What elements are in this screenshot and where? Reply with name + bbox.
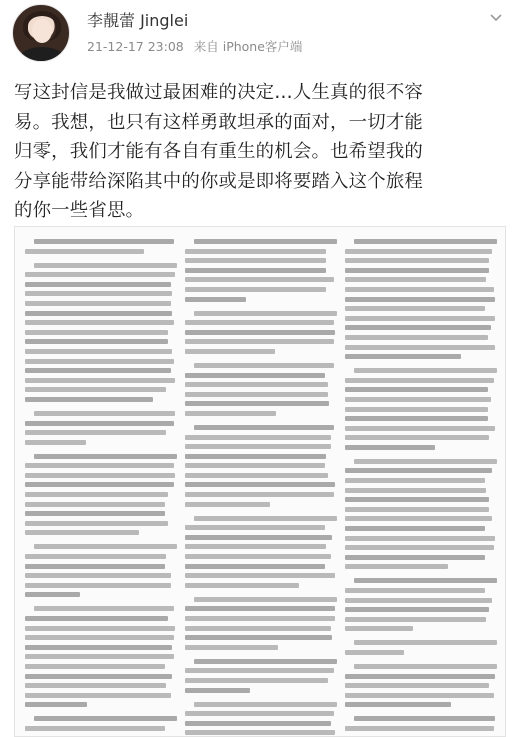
letter-text-line [25, 645, 172, 650]
letter-text-line [185, 544, 326, 549]
letter-text-line [185, 573, 335, 578]
letter-text-line [185, 688, 250, 693]
letter-text-line [345, 626, 413, 631]
letter-text-line [25, 430, 166, 435]
letter-text-line [345, 488, 486, 493]
letter-text-line [25, 473, 175, 478]
chevron-down-icon[interactable] [488, 10, 504, 26]
post-source[interactable]: 来自 iPhone客户端 [193, 39, 303, 54]
letter-text-line [25, 664, 165, 669]
letter-paragraph [25, 454, 177, 536]
letter-text-line [25, 359, 174, 364]
post-text-line: 归零，我们才能有各自有重生的机会。也希望我的 [14, 141, 423, 162]
letter-text-line [345, 607, 489, 612]
letter-paragraph [185, 311, 337, 354]
letter-text-line [185, 502, 270, 507]
letter-text-line [185, 277, 334, 282]
letter-text-line [185, 411, 276, 416]
letter-text-line [185, 382, 328, 387]
letter-text-line [345, 545, 494, 550]
letter-text-line [25, 421, 174, 426]
letter-text-line [25, 301, 171, 306]
letter-text-line [25, 583, 171, 588]
letter-text-line [25, 616, 168, 621]
letter-image[interactable] [14, 226, 506, 737]
letter-text-line [34, 716, 177, 721]
letter-text-line [185, 583, 299, 588]
letter-text-line [25, 330, 168, 335]
letter-text-line [345, 617, 486, 622]
letter-text-line [25, 339, 168, 344]
letter-paragraph [185, 239, 337, 302]
letter-text-line [345, 249, 492, 254]
letter-text-line [185, 482, 335, 487]
letter-paragraph [345, 664, 497, 707]
letter-text-line [345, 407, 488, 412]
letter-text-line [194, 311, 337, 316]
letter-paragraph [25, 411, 177, 445]
letter-text-line [345, 258, 489, 263]
letter-text-line [34, 544, 177, 549]
letter-text-line [345, 397, 491, 402]
letter-text-line [345, 726, 494, 731]
letter-text-line [185, 616, 335, 621]
letter-text-line [345, 516, 492, 521]
letter-text-line [345, 555, 485, 560]
letter-text-line [25, 530, 139, 535]
letter-text-line [345, 387, 488, 392]
letter-text-line [34, 263, 177, 268]
letter-text-line [185, 606, 335, 611]
letter-text-line [25, 249, 144, 254]
letter-text-line [25, 320, 174, 325]
letter-text-line [345, 378, 494, 383]
letter-text-line [185, 392, 328, 397]
post-text [14, 78, 508, 226]
letter-text-line [25, 726, 165, 731]
letter-text-line [194, 363, 334, 368]
letter-text-line [345, 297, 495, 302]
letter-text-line [354, 716, 495, 721]
letter-text-line [345, 445, 435, 450]
letter-text-line [345, 306, 485, 311]
letter-text-line [185, 373, 325, 378]
letter-text-line [185, 401, 329, 406]
letter-text-line [185, 268, 326, 273]
letter-text-line [345, 564, 448, 569]
letter-text-line [25, 564, 165, 569]
letter-text-line [34, 239, 174, 244]
letter-text-line [185, 730, 335, 735]
letter-text-line [25, 272, 175, 277]
letter-text-line [185, 554, 331, 559]
letter-text-line [345, 354, 461, 359]
post-header [0, 0, 520, 68]
letter-text-line [25, 440, 86, 445]
letter-text-line [194, 659, 337, 664]
letter-paragraph [185, 702, 337, 737]
letter-text-line [185, 463, 325, 468]
letter-text-line [185, 635, 332, 640]
letter-text-line [185, 339, 334, 344]
letter-text-line [354, 239, 497, 244]
letter-text-line [185, 564, 325, 569]
letter-text-line [354, 664, 497, 669]
letter-text-line [25, 511, 165, 516]
post-timestamp: 21-12-17 23:08 [87, 39, 184, 54]
letter-text-line [25, 291, 172, 296]
letter-paragraph [345, 640, 497, 655]
letter-text-line [25, 674, 172, 679]
letter-text-line [25, 592, 80, 597]
letter-text-line [354, 640, 497, 645]
letter-text-line [25, 573, 171, 578]
letter-text-line [345, 478, 485, 483]
letter-paragraph [25, 239, 177, 254]
letter-text-line [345, 650, 404, 655]
letter-text-line [185, 330, 335, 335]
letter-column [25, 239, 177, 737]
avatar[interactable] [12, 4, 70, 62]
letter-text-line [345, 674, 495, 679]
letter-text-line [185, 645, 278, 650]
letter-text-line [345, 268, 489, 273]
letter-text-line [25, 378, 175, 383]
letter-text-line [185, 711, 334, 716]
letter-text-line [25, 702, 87, 707]
letter-text-line [185, 492, 334, 497]
post-text-line: 的你一些省思。 [14, 200, 145, 221]
letter-text-line [345, 416, 488, 421]
letter-text-line [354, 578, 497, 583]
letter-text-line [194, 516, 337, 521]
letter-paragraph [25, 606, 177, 707]
post-text-line: 写这封信是我做过最困难的决定…人生真的很不容 [14, 82, 423, 103]
post-meta [87, 37, 302, 55]
letter-text-line [25, 693, 171, 698]
letter-text-line [25, 311, 172, 316]
letter-paragraph [345, 239, 497, 359]
letter-column [185, 239, 337, 737]
letter-text-line [25, 492, 168, 497]
letter-text-line [25, 654, 174, 659]
letter-text-line [345, 507, 489, 512]
letter-text-line [34, 411, 175, 416]
letter-text-line [34, 606, 174, 611]
letter-text-line [185, 626, 331, 631]
letter-text-line [354, 368, 497, 373]
letter-text-line [185, 435, 331, 440]
letter-text-line [25, 368, 171, 373]
letter-text-line [185, 444, 331, 449]
letter-text-line [345, 693, 494, 698]
letter-text-line [345, 325, 491, 330]
letter-text-line [25, 482, 174, 487]
letter-text-line [25, 349, 172, 354]
letter-text-line [354, 459, 497, 464]
post-text-line: 易。我想，也只有这样勇敢坦承的面对，一切才能 [14, 111, 423, 133]
letter-text-line [345, 435, 489, 440]
letter-text-line [345, 468, 492, 473]
letter-text-line [185, 454, 326, 459]
letter-text-line [345, 345, 495, 350]
letter-text-line [185, 249, 326, 254]
letter-text-line [185, 349, 275, 354]
letter-text-line [34, 454, 177, 459]
letter-text-line [185, 721, 331, 726]
letter-text-line [25, 397, 153, 402]
letter-paragraph [185, 659, 337, 693]
letter-paragraph [185, 597, 337, 650]
letter-text-line [185, 320, 334, 325]
letter-text-line [345, 497, 489, 502]
letter-text-line [345, 526, 485, 531]
letter-paragraph [185, 425, 337, 507]
letter-text-line [185, 297, 246, 302]
letter-text-line [25, 626, 175, 631]
letter-paragraph [345, 578, 497, 631]
letter-text-line [194, 425, 334, 430]
letter-text-line [194, 702, 337, 707]
letter-text-line [25, 463, 174, 468]
letter-text-line [345, 598, 492, 603]
letter-text-line [345, 683, 489, 688]
letter-text-line [25, 387, 166, 392]
letter-text-line [194, 239, 337, 244]
letter-text-line [185, 473, 328, 478]
letter-text-line [185, 258, 326, 263]
letter-text-line [25, 521, 168, 526]
letter-text-line [185, 535, 332, 540]
letter-paragraph [25, 544, 177, 597]
letter-text-line [345, 316, 495, 321]
letter-text-line [25, 282, 171, 287]
letter-text-line [25, 554, 166, 559]
letter-text-line [25, 683, 166, 688]
letter-paragraph [185, 516, 337, 588]
letter-text-line [25, 502, 165, 507]
letter-text-line [185, 525, 325, 530]
letter-paragraph [345, 459, 497, 570]
letter-text-line [185, 668, 334, 673]
letter-text-line [345, 426, 495, 431]
letter-text-line [345, 335, 488, 340]
letter-text-line [25, 635, 174, 640]
letter-paragraph [345, 368, 497, 450]
letter-text-line [345, 536, 495, 541]
letter-text-line [345, 702, 451, 707]
letter-text-line [345, 277, 486, 282]
letter-paragraph [185, 363, 337, 416]
letter-paragraph [25, 263, 177, 402]
post-text-line: 分享能带给深陷其中的你或是即将要踏入这个旅程 [14, 170, 423, 192]
letter-column [345, 239, 497, 737]
letter-text-line [185, 678, 328, 683]
letter-text-line [194, 597, 337, 602]
username[interactable]: 李靚蕾 Jinglei [87, 11, 189, 30]
letter-text-line [345, 287, 494, 292]
letter-text-line [185, 287, 326, 292]
letter-paragraph [345, 716, 497, 737]
letter-paragraph [25, 716, 177, 737]
letter-text-line [345, 588, 485, 593]
